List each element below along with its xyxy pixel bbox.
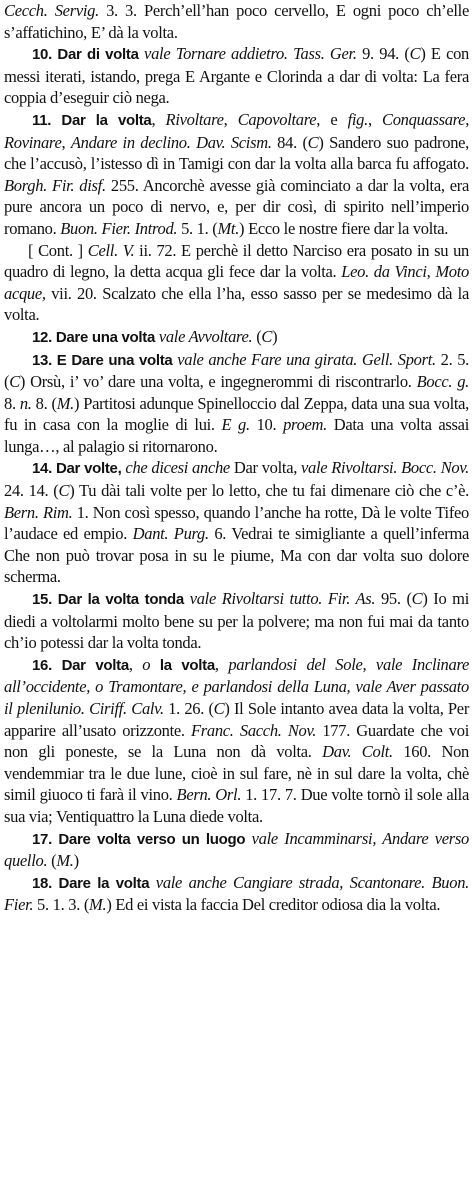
text-run: C — [261, 326, 273, 346]
text-run: 11. — [32, 111, 62, 129]
entry-11 — [4, 109, 469, 240]
entry-10 — [4, 43, 469, 109]
text-run: 10. — [32, 46, 58, 64]
text-run: , — [426, 262, 436, 282]
dictionary-page — [4, 0, 469, 1190]
text-run: C — [58, 481, 70, 501]
entry-11-cont — [4, 240, 469, 326]
text-run: Capovoltare — [237, 109, 317, 129]
text-run: C — [213, 699, 225, 718]
text-run: Moto acque — [4, 262, 469, 303]
text-run: ) — [272, 326, 278, 346]
text-run: ) Orsù, i’ vo’ dare una volta, e ingegnerommi di riscontrarlo. — [19, 372, 417, 392]
entry-16 — [4, 654, 469, 828]
text-run: 16. — [32, 656, 62, 674]
text-run: Dar la volta tonda — [57, 591, 184, 609]
text-run: 1. 17. 7. Due volte tornò il sole alla sua via; Ventiquattro la Luna diede volta. — [4, 785, 469, 826]
text-run: , — [465, 109, 470, 129]
text-run: Borgh. Fir. disf. — [4, 175, 106, 195]
text-run: , parlandosi del Sole, vale Inclinare all’occidente, o Tramontare, e parlandosi della Luna, vale Aver passato il plenilunio. Ciriff. Calv. — [4, 654, 469, 718]
text-run: Franc. Sacch. Nov. — [190, 720, 317, 740]
text-run: fig. — [347, 109, 368, 129]
text-run: Andare in declino. Dav. Scism. — [70, 132, 272, 152]
text-run: ( — [47, 851, 57, 871]
text-run: ) Ed ei vista la faccia Del creditor odiosa dia la volta. — [106, 895, 441, 915]
text-run: ) Tu dài tali volte per lo letto, che tu fai dimenare ciò che c’è. — [69, 481, 469, 501]
text-run: M. — [56, 851, 74, 871]
text-run: 3. 3. Perch’ell’han poco cervello, E ogni poco ch’elle s’affatichino, E’ dà la volta. — [4, 1, 469, 42]
text-run: ) Sandero suo padrone, che l’accusò, l’istesso dì in Tamigi con dar la volta alla barca fu affogato. — [4, 132, 469, 174]
text-run: C — [9, 372, 20, 392]
text-run: ) Il Sole intanto avea data la volta, Per apparire all’usato orizzonte. — [4, 699, 470, 740]
text-run: 5. 1. ( — [177, 218, 218, 238]
text-run: C — [307, 132, 319, 152]
text-run: Rivoltare — [165, 109, 224, 129]
text-run: Dare la volta — [58, 874, 150, 892]
entry-continuation — [4, 0, 469, 43]
text-run: 84. ( — [271, 132, 308, 152]
text-run: vale Rivoltarsi tutto. Fir. As. — [183, 589, 376, 609]
text-run: ( — [252, 326, 262, 346]
text-run: 5. 1. 3. ( — [33, 895, 90, 915]
entry-14 — [4, 457, 469, 588]
text-run: vale anche Fare una girata. Gell. Sport. — [172, 349, 436, 369]
text-run: ) E con messi iterati, istando, prega E Argante e Clorinda a dar di volta: La fera coppia d’eseguir ciò nega. — [4, 44, 470, 108]
text-run: Bocc. g. — [416, 372, 470, 392]
text-run: 8. — [4, 393, 20, 413]
text-run: Dar volte, — [55, 460, 122, 478]
text-run: Dar di volta — [57, 46, 139, 64]
text-run: vale — [138, 44, 176, 64]
text-run: , — [223, 109, 238, 129]
text-run: vale Rivoltarsi. Bocc. Nov. — [301, 458, 469, 478]
text-run: , — [151, 109, 166, 129]
text-run: M. — [56, 393, 74, 413]
text-run: C — [409, 44, 421, 64]
text-run: , vii. 20. Scalzato che ella l’ha, esso sasso per se medesimo dà la volta. — [4, 283, 469, 325]
text-run: Buon. Fier. Introd. — [60, 218, 178, 238]
text-run: Dant. Purg. — [132, 524, 209, 544]
text-run: 2. 5. ( — [4, 349, 469, 392]
entry-13 — [4, 349, 469, 458]
text-run: Bern. Rim. — [4, 502, 73, 522]
text-run: Mt. — [217, 218, 240, 238]
text-run: 24. 14. ( — [4, 481, 59, 501]
text-run: proem. — [283, 415, 327, 435]
text-run: , o — [128, 654, 160, 674]
text-run: Rovinare — [4, 132, 62, 152]
text-run: 18. — [32, 874, 59, 892]
text-run: Dar volta — [61, 656, 129, 674]
text-run: 10. — [249, 415, 284, 435]
text-run: E Dare una volta — [56, 351, 173, 369]
text-run: Dar volta, — [233, 458, 302, 478]
text-run: 6. Vedrai te simigliante a quell’inferma Che non può trovar posa in su le piume, Ma con dar volta suo dolore scherma. — [4, 524, 470, 587]
entry-12 — [4, 326, 469, 349]
text-run: vale anche Cangiare strada, Scantonare. Buon. Fier. — [4, 872, 469, 915]
text-run: Dare volta verso un luogo — [58, 830, 246, 848]
text-run: Conquassare — [382, 109, 466, 129]
text-run: la volta — [159, 656, 215, 674]
text-run: 177. Guardate che voi non gli poneste, se la Luna non dà volta. — [4, 720, 469, 762]
text-run: 1. 26. ( — [163, 699, 214, 718]
text-run: 17. — [32, 830, 59, 848]
entry-15 — [4, 588, 469, 654]
entry-17 — [4, 828, 469, 872]
text-run: C — [411, 589, 423, 609]
text-run: Cecch. Servig. — [4, 1, 99, 20]
text-run: 160. Non vendemmiar tra le due lune, cioè in sul fare, nè in sul dare la volta, chè simil giuoco ti farà il vino. — [4, 742, 469, 805]
text-run: 8. ( — [31, 393, 57, 413]
text-run: ) Ecco le nostre fiere dar la volta. — [239, 218, 449, 238]
text-run: Tornare addietro. Tass. Ger. — [175, 44, 357, 64]
text-run: che dicesi anche — [121, 458, 234, 478]
text-run: 14. — [32, 460, 56, 478]
text-run: n. — [19, 393, 32, 413]
text-run: 95. ( — [375, 589, 412, 609]
text-run: ) — [73, 851, 79, 871]
text-run: 9. 94. ( — [356, 44, 410, 64]
text-run: Cell. V. — [87, 240, 135, 260]
text-run: ) Io mi diedi a voltolarmi molto bene su per la polvere; ma non fui mai da tanto ch’io potessi dar la volta tonda. — [4, 589, 469, 653]
text-run: vale Avvoltare. — [155, 326, 253, 346]
text-run: E g. — [221, 415, 250, 435]
text-run: 12. — [32, 328, 56, 346]
text-run: Dare una volta — [55, 328, 155, 346]
text-run: 255. Ancorchè avesse già cominciato a dar la volta, era pure ancora un poco di nervo, e, per dir così, di spirito nell’imperio romano. — [4, 175, 469, 238]
text-run: 15. — [32, 591, 58, 609]
text-run: Leo. da Vinci — [341, 262, 427, 282]
text-run: 13. — [32, 351, 57, 369]
text-run: , — [367, 109, 383, 129]
text-run: [ Cont. ] — [28, 240, 88, 260]
text-run: M. — [89, 895, 107, 915]
text-run: Data una volta assai lunga…, al palagio si ritornarono. — [4, 415, 469, 456]
text-run: Dar la volta — [61, 111, 152, 129]
text-run: ii. 72. E perchè il detto Narciso era posato in su un quadro di legno, la detta acqua gli fece dar la volta. — [4, 240, 469, 282]
text-run: Dav. Colt. — [322, 742, 393, 762]
text-run: vale Incamminarsi, Andare verso quello. — [4, 828, 469, 871]
text-run: , — [61, 132, 71, 152]
text-run: ) Partitosi adunque Spinelloccio dal Zeppa, data una sua volta, fu in casa con la moglie di lui. — [4, 393, 470, 435]
text-run: , e — [316, 109, 348, 129]
text-run: Bern. Orl. — [176, 785, 242, 805]
text-run: 1. Non così spesso, quando l’anche ha rotte, Dà le volte Tifeo l’audace ed empio. — [4, 502, 469, 544]
entry-18 — [4, 872, 469, 916]
